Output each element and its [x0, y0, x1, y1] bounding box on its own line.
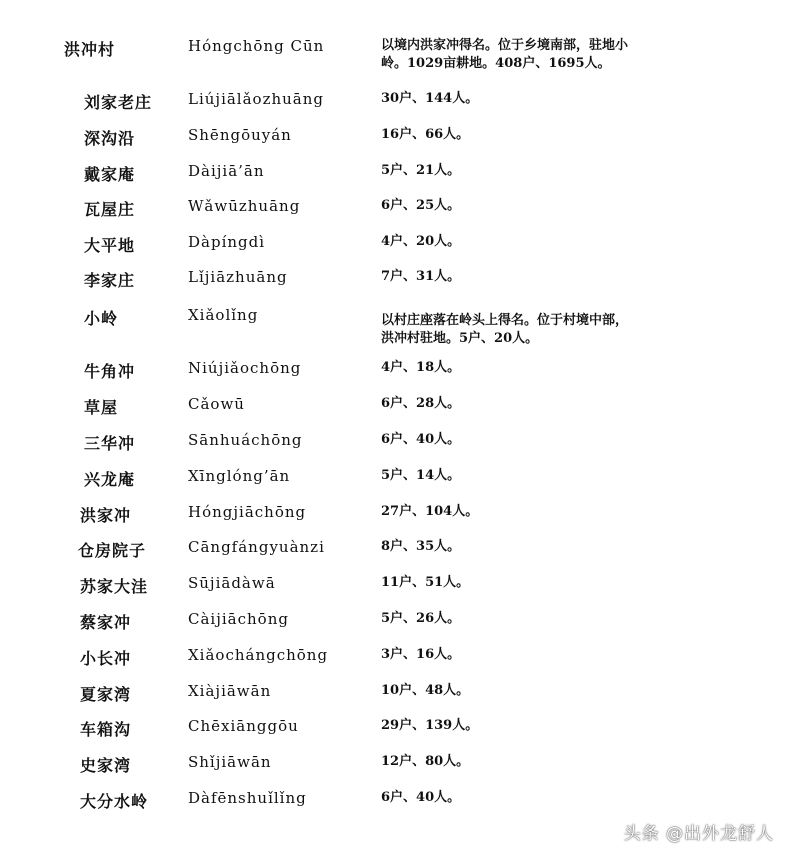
- place-pinyin: Xiàjiāwān: [188, 682, 272, 700]
- place-pinyin: Cāngfángyuànzi: [188, 538, 325, 556]
- place-name: 蔡家冲: [80, 613, 132, 632]
- place-description: [381, 90, 721, 108]
- place-name: 大分水岭: [80, 792, 149, 811]
- place-name: 车箱沟: [80, 720, 132, 739]
- description-line: 4户、20人。: [381, 234, 461, 249]
- place-pinyin: Hóngjiāchōng: [188, 503, 307, 521]
- description-line: 6户、28人。: [381, 396, 461, 411]
- place-pinyin: Dàfēnshuǐlǐng: [188, 789, 307, 807]
- place-name: 洪家冲: [80, 506, 132, 525]
- description-line: 以村庄座落在岭头上得名。位于村境中部，: [381, 313, 629, 328]
- place-pinyin: Xīnglóng’ān: [188, 467, 291, 485]
- place-pinyin: Niújiǎochōng: [188, 359, 302, 377]
- place-name: 小岭: [84, 309, 119, 328]
- place-pinyin: Lǐjiāzhuāng: [188, 268, 288, 286]
- place-pinyin: Sānhuáchōng: [188, 431, 303, 449]
- place-name: 三华冲: [84, 434, 136, 453]
- place-name: 洪冲村: [64, 40, 116, 59]
- place-description: [381, 646, 721, 664]
- place-description: [381, 233, 721, 251]
- place-description: [381, 312, 721, 348]
- place-pinyin: Liújiālǎozhuāng: [188, 90, 325, 108]
- description-line: 10户、48人。: [381, 683, 470, 698]
- description-line: 29户、139人。: [381, 718, 479, 733]
- place-pinyin: Sūjiādàwā: [188, 574, 276, 592]
- place-name: 苏家大洼: [80, 577, 149, 596]
- place-name: 深沟沿: [84, 129, 136, 148]
- place-description: [381, 359, 721, 377]
- place-name: 戴家庵: [84, 165, 136, 184]
- place-description: [381, 682, 721, 700]
- place-pinyin: Dàijiā’ān: [188, 162, 265, 180]
- place-description: [381, 126, 721, 144]
- description-line: 6户、40人。: [381, 432, 461, 447]
- description-line: 27户、104人。: [381, 504, 479, 519]
- place-name: 刘家老庄: [84, 93, 153, 112]
- place-pinyin: Chēxiānggōu: [188, 717, 299, 735]
- place-pinyin: Hóngchōng Cūn: [188, 37, 325, 55]
- place-name: 兴龙庵: [84, 470, 136, 489]
- place-name: 李家庄: [84, 271, 136, 290]
- place-description: [381, 467, 721, 485]
- description-line: 3户、16人。: [381, 647, 461, 662]
- place-description: [381, 789, 721, 807]
- place-pinyin: Càijiāchōng: [188, 610, 289, 628]
- place-pinyin: Dàpíngdì: [188, 233, 266, 251]
- description-line: 5户、21人。: [381, 163, 461, 178]
- place-description: [381, 753, 721, 771]
- place-name: 草屋: [84, 398, 119, 417]
- description-line: 8户、35人。: [381, 539, 461, 554]
- description-line: 7户、31人。: [381, 269, 461, 284]
- place-name: 夏家湾: [80, 685, 132, 704]
- place-name: 史家湾: [80, 756, 132, 775]
- place-description: [381, 395, 721, 413]
- place-description: [381, 37, 721, 73]
- place-description: [381, 431, 721, 449]
- description-line: 以境内洪家冲得名。位于乡境南部，驻地小: [381, 38, 629, 53]
- place-name: 牛角冲: [84, 362, 136, 381]
- description-line: 4户、18人。: [381, 360, 461, 375]
- description-line: 洪冲村驻地。5户、20人。: [381, 331, 539, 346]
- description-line: 16户、66人。: [381, 127, 470, 142]
- place-description: [381, 268, 721, 286]
- place-description: [381, 538, 721, 556]
- description-line: 6户、40人。: [381, 790, 461, 805]
- place-description: [381, 574, 721, 592]
- description-line: 5户、26人。: [381, 611, 461, 626]
- place-name: 瓦屋庄: [84, 200, 136, 219]
- place-name: 仓房院子: [78, 541, 147, 560]
- place-pinyin: Cǎowū: [188, 395, 245, 413]
- description-line: 岭。1029亩耕地。408户、1695人。: [381, 56, 611, 71]
- description-line: 5户、14人。: [381, 468, 461, 483]
- place-description: [381, 162, 721, 180]
- description-line: 12户、80人。: [381, 754, 470, 769]
- place-pinyin: Shēngōuyán: [188, 126, 292, 144]
- place-description: [381, 197, 721, 215]
- place-pinyin: Xiǎolǐng: [188, 306, 259, 324]
- place-description: [381, 503, 721, 521]
- description-line: 30户、144人。: [381, 91, 479, 106]
- place-name: 小长冲: [80, 649, 132, 668]
- place-description: [381, 610, 721, 628]
- place-pinyin: Xiǎochángchōng: [188, 646, 329, 664]
- place-pinyin: Shǐjiāwān: [188, 753, 272, 771]
- place-pinyin: Wǎwūzhuāng: [188, 197, 301, 215]
- place-name: 大平地: [84, 236, 136, 255]
- source-watermark: 头条 @出外龙舒人: [623, 824, 774, 844]
- place-description: [381, 717, 721, 735]
- description-line: 6户、25人。: [381, 198, 461, 213]
- description-line: 11户、51人。: [381, 575, 470, 590]
